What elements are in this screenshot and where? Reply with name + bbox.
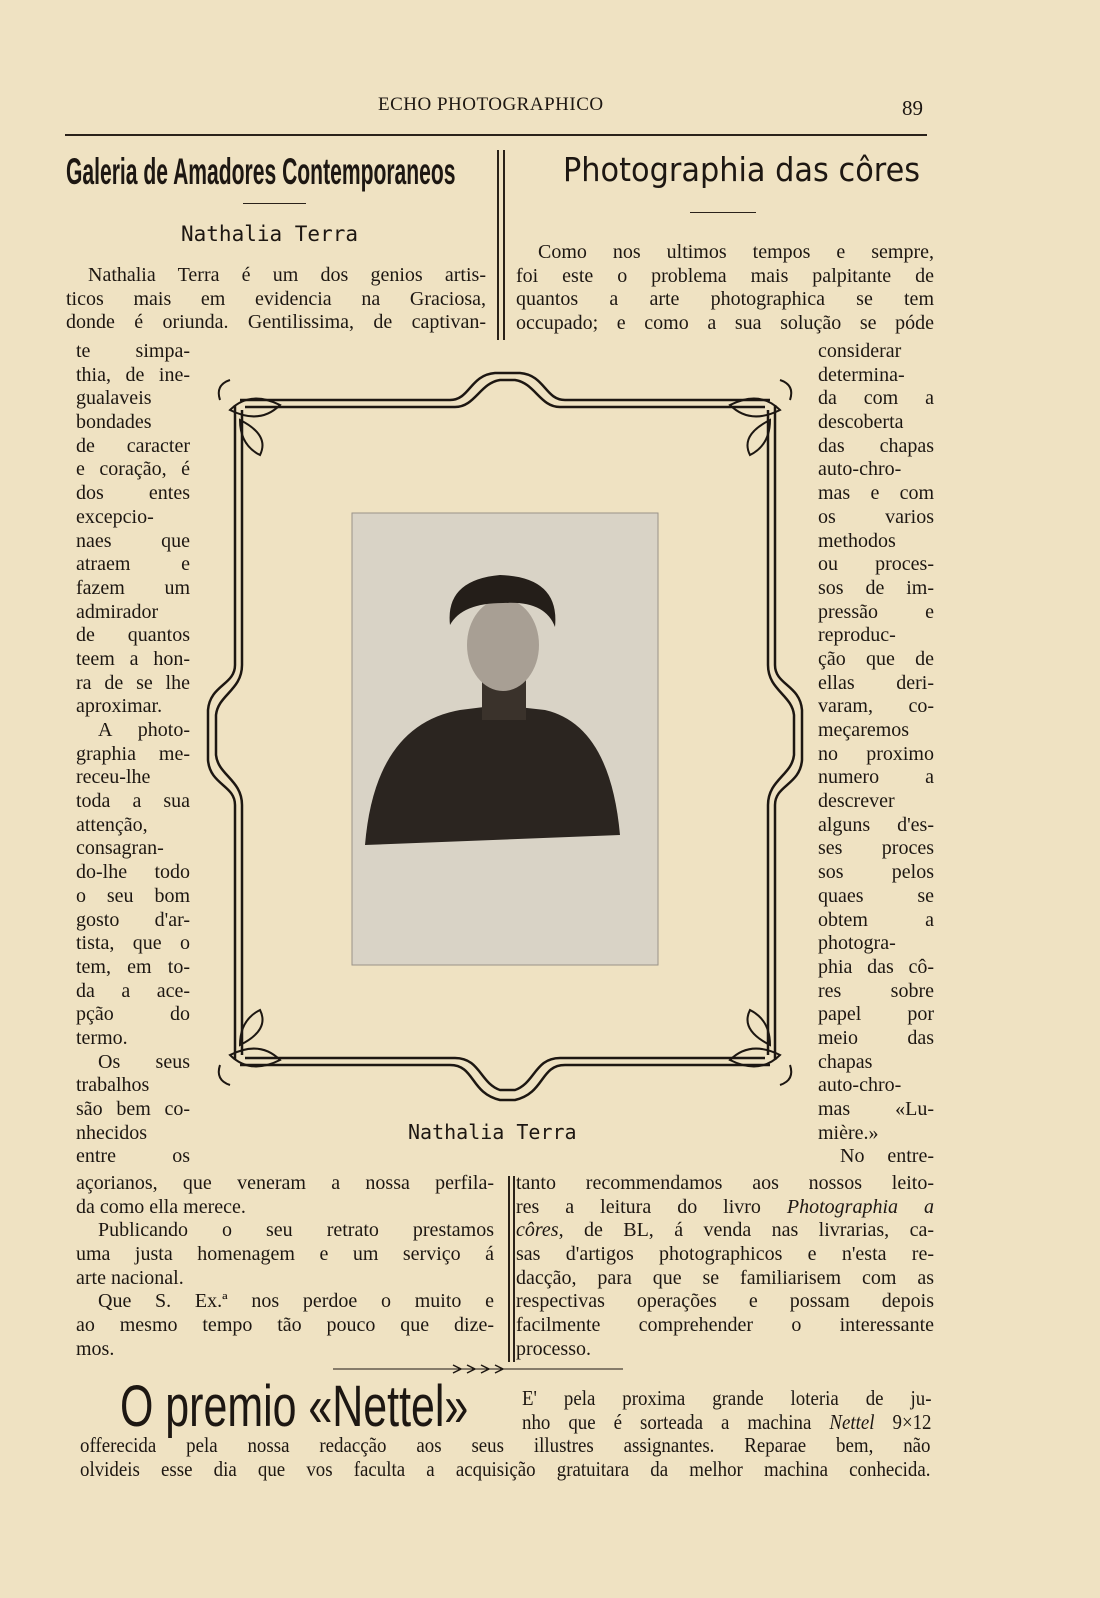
text-line: teem a hon-	[76, 647, 190, 670]
italic-text: Nettel	[829, 1409, 875, 1434]
portrait-caption: Nathalia Terra	[408, 1120, 577, 1144]
text-segment: dacção, para que se familiarisem com as	[516, 1266, 934, 1289]
text-line: da como ella merece.	[76, 1195, 246, 1218]
text-line: ra de se lhe	[76, 671, 190, 694]
text-line: quantos a arte photographica se tem	[516, 288, 934, 311]
text-line	[80, 1458, 931, 1482]
left-closing-text	[76, 1172, 494, 1362]
text-segment: E' pela proxima grande loteria de ju-	[522, 1386, 932, 1410]
text-line: Como nos ultimos tempos e sempre,	[538, 241, 934, 263]
text-line: varam, co-	[818, 695, 934, 718]
text-line: ticos mais em evidencia na Graciosa,	[66, 287, 486, 310]
text-line	[522, 1387, 932, 1411]
column-divider	[508, 1176, 510, 1362]
text-line: A photo-	[98, 719, 190, 741]
text-line: ção que de	[818, 647, 934, 670]
text-line	[516, 1172, 934, 1196]
text-line	[516, 1338, 934, 1362]
text-line: arte nacional.	[76, 1266, 184, 1289]
text-line: das chapas	[818, 434, 934, 457]
italic-text: côres	[516, 1219, 559, 1242]
notice-title: O premio «Nettel»	[120, 1374, 469, 1439]
text-line: pressão e	[818, 600, 934, 623]
text-line	[80, 1434, 931, 1458]
text-segment: tanto recommendamos aos nossos leito-	[516, 1172, 934, 1194]
text-line: res sobre	[818, 979, 934, 1002]
text-line: o seu bom	[76, 884, 190, 907]
text-line	[516, 1314, 934, 1338]
text-line: são bem co-	[76, 1098, 190, 1120]
text-line: graphia me-	[76, 742, 190, 765]
text-line: Publicando o seu retrato prestamos	[98, 1219, 494, 1242]
text-line: mière.»	[818, 1121, 879, 1144]
column-divider	[503, 150, 505, 340]
text-line: excepcio-	[76, 505, 154, 528]
text-line: da com a	[818, 387, 934, 410]
text-line: fazem um	[76, 576, 190, 599]
text-line: tista, que o	[76, 932, 190, 955]
text-line: pção do	[76, 1003, 190, 1026]
text-line: papel por	[818, 1003, 934, 1026]
text-line: numero a	[818, 766, 934, 789]
text-segment: nho que é sorteada a machina	[522, 1409, 830, 1434]
text-line: admirador	[76, 600, 159, 623]
text-line: ellas deri-	[818, 671, 934, 694]
text-line: descoberta	[818, 411, 904, 434]
text-line: e coração, é	[76, 458, 190, 481]
text-line: gualaveis	[76, 387, 152, 410]
column-divider	[513, 1176, 515, 1362]
italic-text: Photographia a	[786, 1195, 934, 1218]
text-line: bondades	[76, 411, 152, 434]
text-line: uma justa homenagem e um serviço á	[76, 1243, 494, 1266]
text-line	[516, 1267, 934, 1291]
right-column-text	[818, 340, 934, 1169]
text-line: determina-	[818, 363, 905, 386]
text-segment: res a leitura do livro	[516, 1195, 787, 1218]
text-line: os varios	[818, 505, 934, 528]
text-line: foi este o problema mais palpitante de	[516, 264, 934, 287]
text-line	[516, 1243, 934, 1267]
text-line: trabalhos	[76, 1074, 150, 1097]
text-line: photogra-	[818, 932, 896, 955]
text-line: ao mesmo tempo tão pouco que dize-	[76, 1314, 494, 1337]
text-segment: , de BL, á venda nas livrarias, ca-	[558, 1219, 934, 1242]
text-line	[516, 1196, 934, 1220]
header-rule	[65, 134, 927, 136]
ornamental-frame	[200, 365, 810, 1115]
text-line: auto-chro-	[818, 1074, 902, 1097]
text-line: tem, em to-	[76, 955, 190, 978]
text-line: ou proces-	[818, 553, 934, 576]
text-line: dos entes	[76, 482, 190, 505]
notice-text	[522, 1387, 932, 1434]
text-line: de caracter	[76, 434, 190, 457]
text-line: de quantos	[76, 624, 190, 647]
text-line: Nathalia Terra é um dos genios artis-	[88, 264, 486, 286]
text-line: reproduc-	[818, 624, 896, 647]
section-title: Galeria de Amadores Contemporaneos	[66, 151, 456, 192]
text-segment: facilmente comprehender o interessante	[516, 1314, 934, 1337]
text-line: alguns d'es-	[818, 813, 934, 836]
text-line: açorianos, que veneram a nossa perfila-	[76, 1172, 494, 1194]
text-line: naes que	[76, 529, 190, 552]
text-segment: sas d'artigos photographicos e n'esta re-	[516, 1243, 934, 1266]
title-rule	[690, 212, 756, 213]
text-line: considerar	[818, 340, 902, 362]
left-column-text	[76, 340, 190, 1169]
text-line: methodos	[818, 529, 896, 552]
face	[467, 599, 539, 691]
title-rule	[243, 203, 306, 204]
text-segment: processo.	[516, 1337, 591, 1360]
text-line: No entre-	[840, 1145, 934, 1168]
text-line: Que S. Ex.ª nos perdoe o muito e	[98, 1290, 494, 1313]
text-line: da a ace-	[76, 979, 190, 1002]
article-subtitle: Nathalia Terra	[181, 222, 359, 246]
text-line: receu-lhe	[76, 766, 151, 789]
text-line: donde é oriunda. Gentilissima, de captivan-	[66, 311, 486, 334]
text-line: termo.	[76, 1026, 128, 1049]
text-line: meçaremos	[818, 719, 910, 741]
text-line: Os seus	[98, 1050, 190, 1073]
text-line: quaes se	[818, 884, 934, 907]
text-line: sos pelos	[818, 861, 934, 884]
text-line: te simpa-	[76, 340, 190, 362]
text-line: gosto d'ar-	[76, 908, 190, 931]
text-line	[516, 1290, 934, 1314]
text-segment: olvideis esse dia que vos faculta a acquisição gratuitara da melhor machina conhecida.	[80, 1456, 931, 1481]
text-line: mos.	[76, 1337, 115, 1360]
text-line	[522, 1411, 932, 1435]
text-line: ses proces	[818, 837, 934, 860]
text-line: mas e com	[818, 482, 934, 505]
page-number: 89	[902, 96, 923, 120]
portrait-photo	[352, 513, 658, 965]
right-intro-text	[516, 241, 934, 336]
text-segment: respectivas operações e possam depois	[516, 1290, 934, 1313]
text-line: thia, de ine-	[76, 363, 190, 386]
text-line: meio das	[818, 1026, 934, 1049]
text-line: atraem e	[76, 553, 190, 576]
column-divider	[497, 150, 499, 340]
text-segment: 9×12	[874, 1409, 932, 1434]
article-title: Photographia das côres	[563, 150, 921, 189]
right-closing-text	[516, 1172, 934, 1362]
text-line: phia das cô-	[818, 955, 934, 978]
notice-text	[80, 1434, 931, 1481]
text-line: no proximo	[818, 742, 934, 765]
text-line: occupado; e como a sua solução se póde	[516, 312, 934, 335]
left-intro-text	[66, 264, 486, 335]
running-header: ECHO PHOTOGRAPHICO	[378, 94, 604, 115]
text-line: nhecidos	[76, 1121, 148, 1144]
text-line: aproximar.	[76, 695, 163, 718]
text-segment: offerecida pela nossa redacção aos seus illustres assignantes. Reparae bem, não	[80, 1433, 931, 1457]
text-line: mas «Lu-	[818, 1098, 934, 1120]
text-line: consagran-	[76, 837, 164, 860]
text-line: attenção,	[76, 813, 148, 836]
text-line: toda a sua	[76, 790, 190, 813]
text-line: descrever	[818, 790, 895, 813]
text-line: chapas	[818, 1050, 873, 1073]
text-line: entre os	[76, 1145, 190, 1168]
text-line: sos de im-	[818, 576, 934, 599]
text-line: auto-chro-	[818, 458, 902, 481]
text-line	[516, 1219, 934, 1243]
text-line: do-lhe todo	[76, 861, 190, 884]
text-line: obtem a	[818, 908, 934, 931]
